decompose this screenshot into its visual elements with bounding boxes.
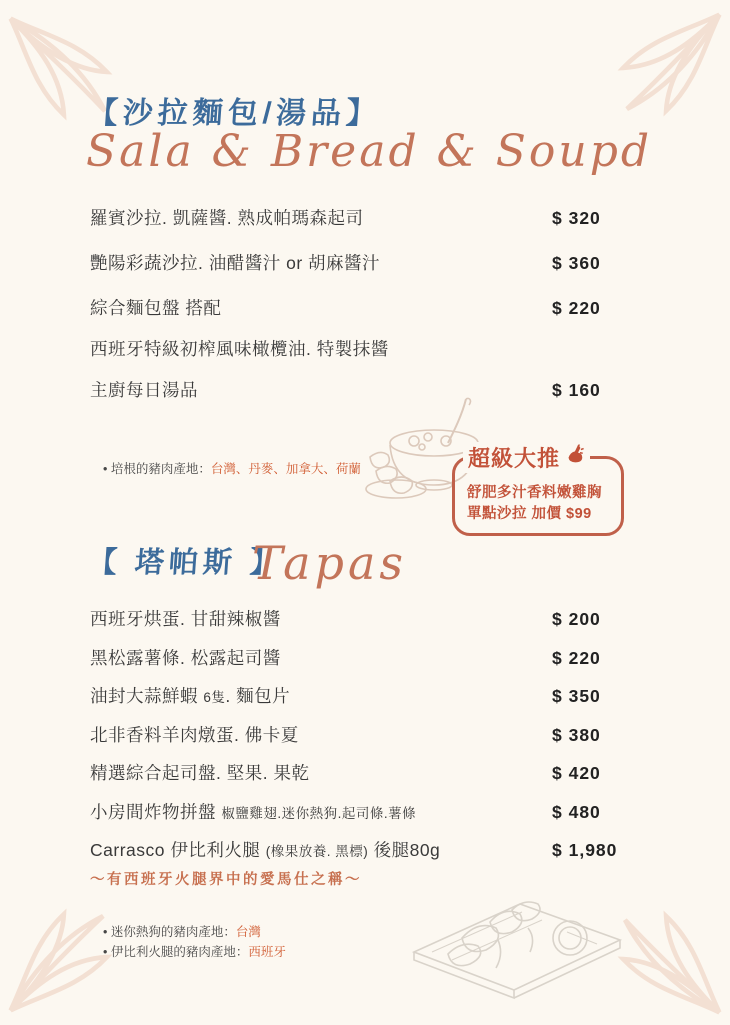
footnote-bullet: •: [103, 462, 108, 476]
menu-item-row: [90, 760, 630, 799]
footnote-origin: 台灣: [235, 925, 261, 939]
snap-fingers-icon: [563, 444, 585, 472]
bottom-footnotes: [103, 924, 286, 964]
iberico-ham-note: ～有西班牙火腿界中的愛馬仕之稱～: [90, 871, 362, 888]
hotdog-origin-footnote: [103, 924, 286, 941]
menu-item-price: $ 220: [552, 647, 601, 668]
footnote-bullet: •: [103, 925, 108, 939]
footnote-origin: 西班牙: [248, 944, 286, 959]
menu-item-name: Carrasco 伊比利火腿 (橡果放養. 黑標) 後腿80g: [90, 840, 441, 860]
footnote-label: 培根的豬肉產地：: [110, 462, 211, 476]
menu-item-name: 北非香料羊肉燉蛋. 佛卡夏: [90, 724, 299, 745]
menu-item-name: 主廚每日湯品: [90, 380, 198, 400]
menu-item-price: $ 220: [552, 298, 601, 318]
menu-item-price: $ 200: [552, 609, 601, 629]
corner-petal-ornament-top-right: [612, 10, 724, 122]
salad-bread-soup-list: [90, 205, 630, 422]
menu-item-row: [90, 295, 630, 336]
menu-item-row: [90, 645, 630, 684]
footnote-origins: 台灣、丹麥、加拿大、荷蘭: [210, 462, 361, 476]
section2-title-zh: 【 塔帕斯 】: [86, 547, 286, 579]
cutting-board-sketch: [402, 882, 630, 1008]
menu-item-row: [90, 205, 630, 250]
corner-petal-ornament-bottom-left: [6, 903, 118, 1015]
menu-item-row: [90, 336, 630, 377]
menu-item-price: $ 380: [552, 724, 601, 745]
section1-title-en: Sala & Bread & Soupd: [86, 126, 653, 177]
promo-line1: 舒肥多汁香料嫩雞胸: [467, 485, 602, 501]
menu-item-row: [90, 377, 630, 422]
menu-item-row: [90, 683, 630, 722]
menu-item-name: 羅賓沙拉. 凱薩醬. 熟成帕瑪森起司: [90, 208, 364, 228]
menu-item-name: 精選綜合起司盤. 堅果. 果乾: [90, 763, 310, 783]
footnote-label: 迷你熱狗的豬肉產地：: [110, 925, 236, 939]
menu-item-price: $ 480: [552, 801, 601, 822]
menu-item-name: 黑松露薯條. 松露起司醬: [90, 647, 281, 668]
menu-item-name: 西班牙烘蛋. 甘甜辣椒醬: [90, 609, 281, 629]
menu-item-price: $ 360: [552, 253, 601, 273]
ham-origin-footnote: [103, 944, 286, 961]
footnote-bullet: •: [103, 944, 108, 959]
menu-item-price: $ 350: [552, 686, 601, 706]
menu-item-price: $ 1,980: [552, 840, 618, 860]
section1-title-zh: 【沙拉麵包/湯品】: [86, 97, 383, 130]
menu-item-name: 小房間炸物拼盤 椒鹽雞翅.迷你熱狗.起司條.薯條: [90, 801, 417, 822]
menu-item-name: 西班牙特級初榨風味橄欖油. 特製抹醬: [90, 339, 389, 359]
menu-item-name: 油封大蒜鮮蝦 6隻. 麵包片: [90, 686, 291, 706]
menu-item-name: 艷陽彩蔬沙拉. 油醋醬汁 or 胡麻醬汁: [90, 253, 381, 273]
footnote-label: 伊比利火腿的豬肉產地：: [110, 944, 249, 959]
promo-line2: 單點沙拉 加價 $99: [467, 506, 592, 523]
bacon-origin-footnote: [103, 461, 361, 478]
menu-item-row: [90, 799, 630, 838]
promo-badge-title: 超級大推: [463, 442, 590, 473]
tapas-list: [90, 606, 630, 876]
menu-item-row: [90, 606, 630, 645]
section2-title-en: Tapas: [252, 536, 408, 590]
menu-item-price: $ 420: [552, 763, 601, 783]
menu-item-price: $ 320: [552, 208, 601, 228]
menu-item-name: 綜合麵包盤 搭配: [90, 298, 222, 318]
menu-item-row: [90, 722, 630, 761]
promo-badge: [452, 446, 624, 536]
menu-item-row: [90, 250, 630, 295]
menu-item-price: $ 160: [552, 380, 601, 400]
